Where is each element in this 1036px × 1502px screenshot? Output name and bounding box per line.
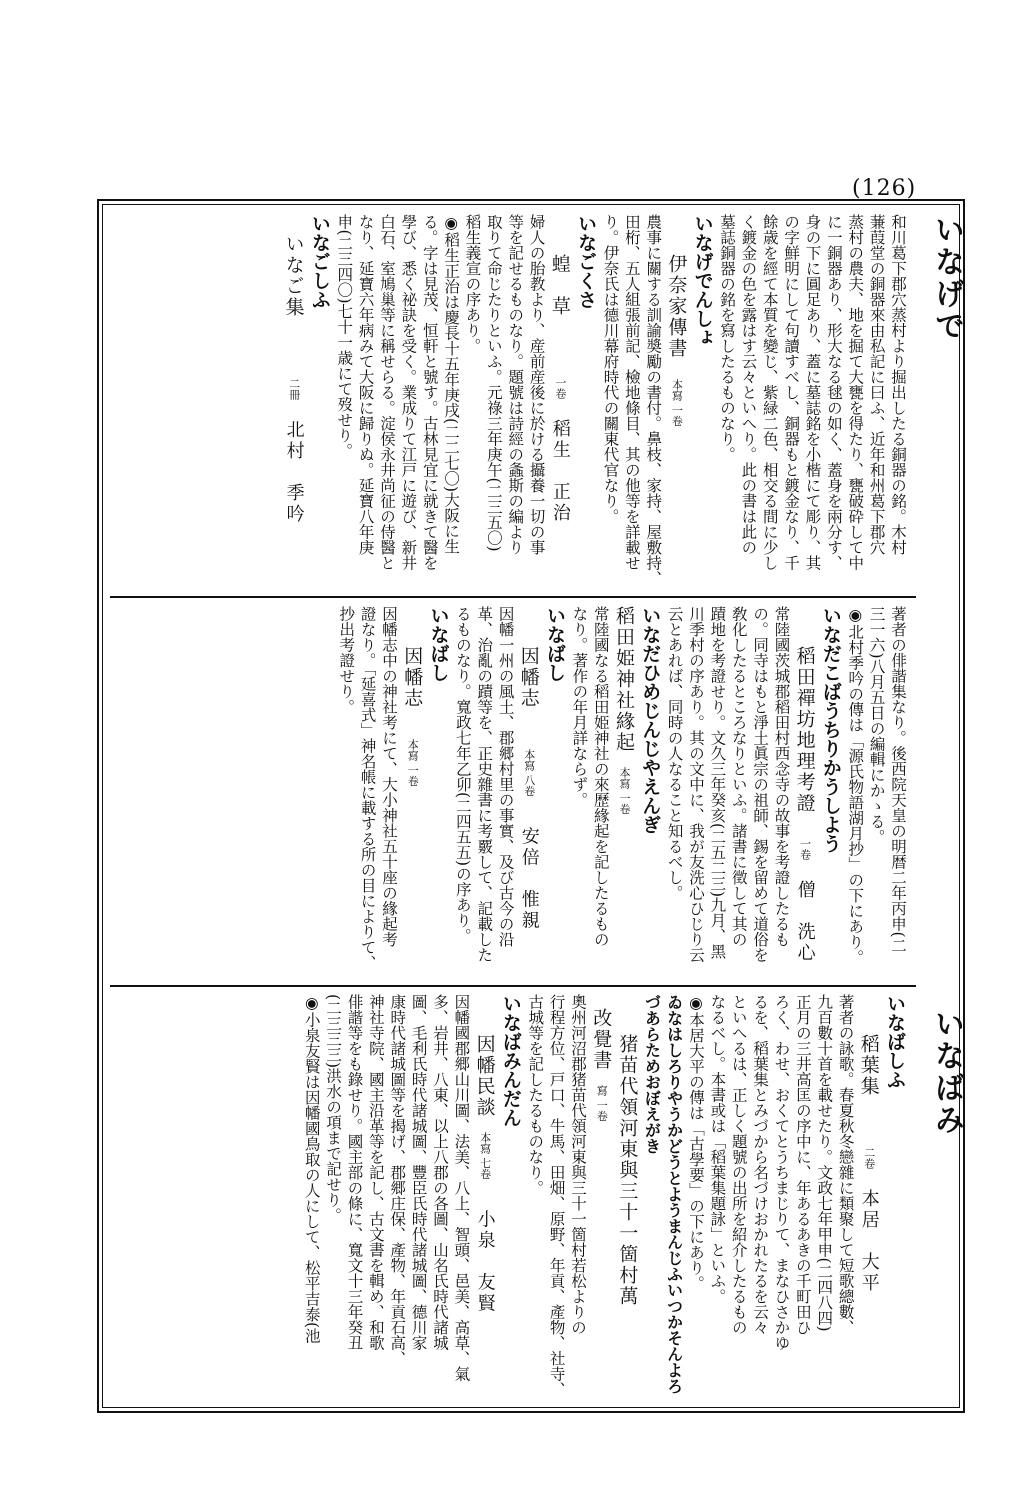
top-section [118,214,908,589]
text-line: 常陸國茨城郡稻田村西念寺の故事を考證したるも [772,606,791,947]
text-line: 常陸國なる稻田姫神社の來歷緣起を記したるもの [591,606,610,947]
book-title: 蝗 草 [548,254,571,317]
section-divider-1 [110,596,916,598]
section-divider-2 [110,985,916,987]
text-line: 正月の三井高匡の序中に、年あるあきの千町田ひ [793,994,812,1335]
entry-title-line [791,606,817,978]
book-title: 因幡志 [401,646,424,709]
entry-heading: いなごしふ [308,214,331,309]
author-name: 安倍 惟親 [518,826,540,932]
entry-title-line [856,994,882,1404]
middle-lead-text [844,606,908,978]
volume-info: 本寫 七卷 [478,1132,492,1180]
volume-info: 一卷 [553,377,567,399]
text-line: 蒸村の農夫、地を掘て大甕を得たり、甕破砕して中 [846,214,865,571]
text-line: ◉小泉友賢は因幡國鳥取の人にして、松平吉泰(池 [302,994,321,1344]
author-name: 小泉 友賢 [474,1209,496,1315]
page-number: (126) [852,176,917,201]
entry-heading: いなばしふ [884,994,906,1089]
text-line: 取りて命じたりといふ。元祿三年庚午(二三五〇) [484,214,503,552]
text-line: 墓誌銅器の銘を寫したるものなり。 [718,214,736,462]
text-line: なり。著作の年月詳ならず。 [570,606,589,808]
text-line: 身の下に圓足あり、蓋に墓誌銘を小楷にて彫り、其 [803,214,822,571]
entry-title-line [547,214,573,589]
text-line: の字鮮明にして句讀すべし、銅器もと鍍金なり、千 [782,214,801,571]
text-line: 九百數十首を載せたり。文政七年甲申(二四八四) [815,994,834,1332]
running-head-left: いなばみ [929,1008,964,1136]
text-line: 證なり。「延喜式」神名帳に載する所の目によりて、 [358,606,377,971]
volume-info: 二卷 [862,1147,876,1169]
entry-title-line [399,606,425,978]
volume-info: 本寫 一卷 [617,767,631,815]
text-line: の。同寺はもと淨土眞宗の祖師、錫を留めて道俗を [751,606,770,963]
book-title: 因幡志 [517,646,540,709]
entry-heading: いなばみんだん [499,994,522,1127]
volume-info: 本寫 一卷 [670,379,684,427]
entry-title-line [471,994,497,1404]
text-line: 多、岩井、八東、以上八郡の各圖、山名氏時代諸城 [431,994,450,1351]
text-line: ◉本居大平の傳は「古學要」の下にあり。 [686,994,705,1291]
text-line: 革、治亂の蹟等を、正史雜書に考覈して、記載した [475,606,494,963]
text-line: といへるは、正しく題號の出所を紹介したるもの [729,994,748,1335]
entry-title-line [280,214,306,589]
book-title: 稻葉集 [857,1034,880,1097]
text-line: 古城等を記したるものなり。 [526,994,545,1196]
text-line: なり、延寶六年病みて大阪に歸りぬ。延寶八年庚 [356,214,375,555]
author-name: 北村 季吟 [283,420,305,525]
text-line: るものなり。寬政七年乙卯(二四五五)の序あり。 [453,606,472,944]
text-line: 蒹葭堂の銅器來由私記に曰ふ、近年和州葛下郡穴 [867,214,886,555]
text-line: (二三三三)洪水の項まで記せり。 [324,994,343,1224]
text-line: 云とあれば、同時の人なること知るべし。 [665,606,684,901]
entry-heading: いなばし [544,606,566,682]
text-line: 學び、悉く祕訣を受く。業成りて江戸に遊び、新井 [399,214,418,571]
text-line: ◉稻生正治は慶長十五年庚戌(二二七〇)大阪に生 [442,214,461,555]
text-line: 奧州河沼郡猪苗代領河東與三十一箇村若松よりの [568,994,587,1335]
book-title: 因幡民談 [473,1034,496,1118]
book-title: いなご集 [282,234,305,318]
entry-title-line [663,214,689,589]
text-line: く鍍金の色を露はす云々といへり。此の書は此の [739,214,758,555]
entry-heading: いなげでんしょ [691,214,714,347]
author-name: 本居 大平 [858,1189,880,1294]
text-line: 敎化したるところなりといふ。諸書に徵して其の [729,606,748,947]
text-line: に一銅器あり、形大なる毬の如く、蓋身を兩分す、 [824,214,843,571]
volume-info: 本寫 八卷 [522,749,536,797]
text-line: 田桁、五人組張前記、檢地條目、其の他等を詳載せ [622,214,641,571]
entry-heading: いなだこばうちりかうしよう [819,606,842,853]
text-line: ◉北村季吟の傳は「源氏物語湖月抄」の下にあり。 [846,606,865,965]
running-head-right: いなげで [929,214,964,342]
entry-title-line [611,606,637,978]
book-title: 伊奈家傳書 [665,254,688,359]
volume-info: 本寫 一卷 [406,739,420,787]
text-line: る。字は見茂、恒軒と號す。古林見宜に就きて醫を [420,214,439,571]
text-line: ろく、わせ、おくてとうちまじりて、まなひさかゆ [772,994,791,1351]
text-line: 俳諧等をも錄せり。國主部の條に、寬文十三年癸丑 [345,994,364,1351]
text-line: 等を記せるものなり。題號は詩經の螽斯の編より [506,214,525,555]
middle-section [118,606,908,978]
text-line: なるべし。本書或は「稻葉集題詠」といふ。 [708,994,727,1304]
text-line: 川季村の序あり。其の文中に、我が友洗心ひじり云 [686,606,705,963]
text-line: 稻生義宣の序あり。 [463,214,482,354]
volume-info: 一卷 [798,838,812,860]
text-line: 申(二三四〇)七十一歳にて歿せり。 [335,214,354,459]
entry-title-line [614,994,640,1404]
volume-info: 二冊 [287,378,301,400]
text-line: 農事に關する訓諭奬勵の書付。鼻枝、家持、屋敷持、 [644,214,663,586]
book-title: 猪苗代領河東與三十一箇村萬 [616,1034,639,1307]
book-title-continued: 改覺書 [590,1008,613,1071]
text-line: 圖、毛利氏時代諸城圖、豐臣氏時代諸城圖、德川家 [409,994,428,1351]
text-line: 白石、室鳩巢等に稱せらる。淀侯永井尚征の侍醫と [378,214,396,571]
text-line: 三一六)八月五日の編輯にかゝる。 [867,606,886,845]
author-name: 稻生 正治 [549,419,571,524]
book-title: 稻田姫神社緣起 [612,606,635,753]
text-line: 因幡一州の風土、郡郷村里の事實、及び古今の沿 [496,606,515,947]
text-line: 餘歳を經て本質を變じ、紫緑二色、相交る間に少し [760,214,779,571]
top-lead-text [716,214,908,589]
entry-heading: いなごくさ [575,214,598,309]
entry-title-line [516,606,542,978]
entry-title-line [588,994,614,1404]
volume-info: 寫 一卷 [595,1085,609,1122]
text-line: 因幡志中の神社考にて、大小神社五十座の緣起考 [380,606,398,947]
text-line: り。伊奈氏は德川幕府時代の關東代官なり。 [601,214,620,524]
text-line: 康時代諸城圖等を揭げ、郡郷庄保、產物、年貢石高、 [388,994,407,1366]
text-line: 行程方位、戸口、牛馬、田畑、原野、年貢、產物、社寺、 [547,994,566,1397]
text-line: 蹟地を考證せり。文久三年癸亥(二五二三)九月、黑 [708,606,727,960]
text-line: 著者の詠歌。春夏秋冬戀雜に類聚して短歌總數、 [836,994,855,1335]
text-line: るを、稻葉集とみづから名づけおかれたるを云々 [751,994,770,1335]
text-line: 神社寺院、國主沿革等を記し、古文書を輯め、和歌 [366,994,385,1351]
text-line: 和川葛下郡穴蒸村より掘出したる銅器の銘。木村 [889,214,907,555]
author-name: 僧 洗心 [794,880,816,964]
book-title: 稻田禪坊地理考證 [793,646,816,814]
entry-heading: いなばし [427,606,450,682]
text-line: 因幡國郡郷山川圖、法美、八上、智頭、邑美、高草、氣 [452,994,471,1382]
entry-heading: いなだひめじんじやえんぎ [639,606,662,834]
text-line: 抄出考證せり。 [337,606,356,715]
entry-heading: ゐなはしろりやうかどうとようまんじふいつかそんよろづあらためおぼえがき [642,994,684,1394]
text-line: 著者の俳諧集なり。後西院天皇の明暦二年丙申(二 [889,606,907,954]
bottom-section [118,994,908,1404]
text-line: 婦人の胎教より、産前産後に於ける攝養一切の事 [527,214,546,555]
